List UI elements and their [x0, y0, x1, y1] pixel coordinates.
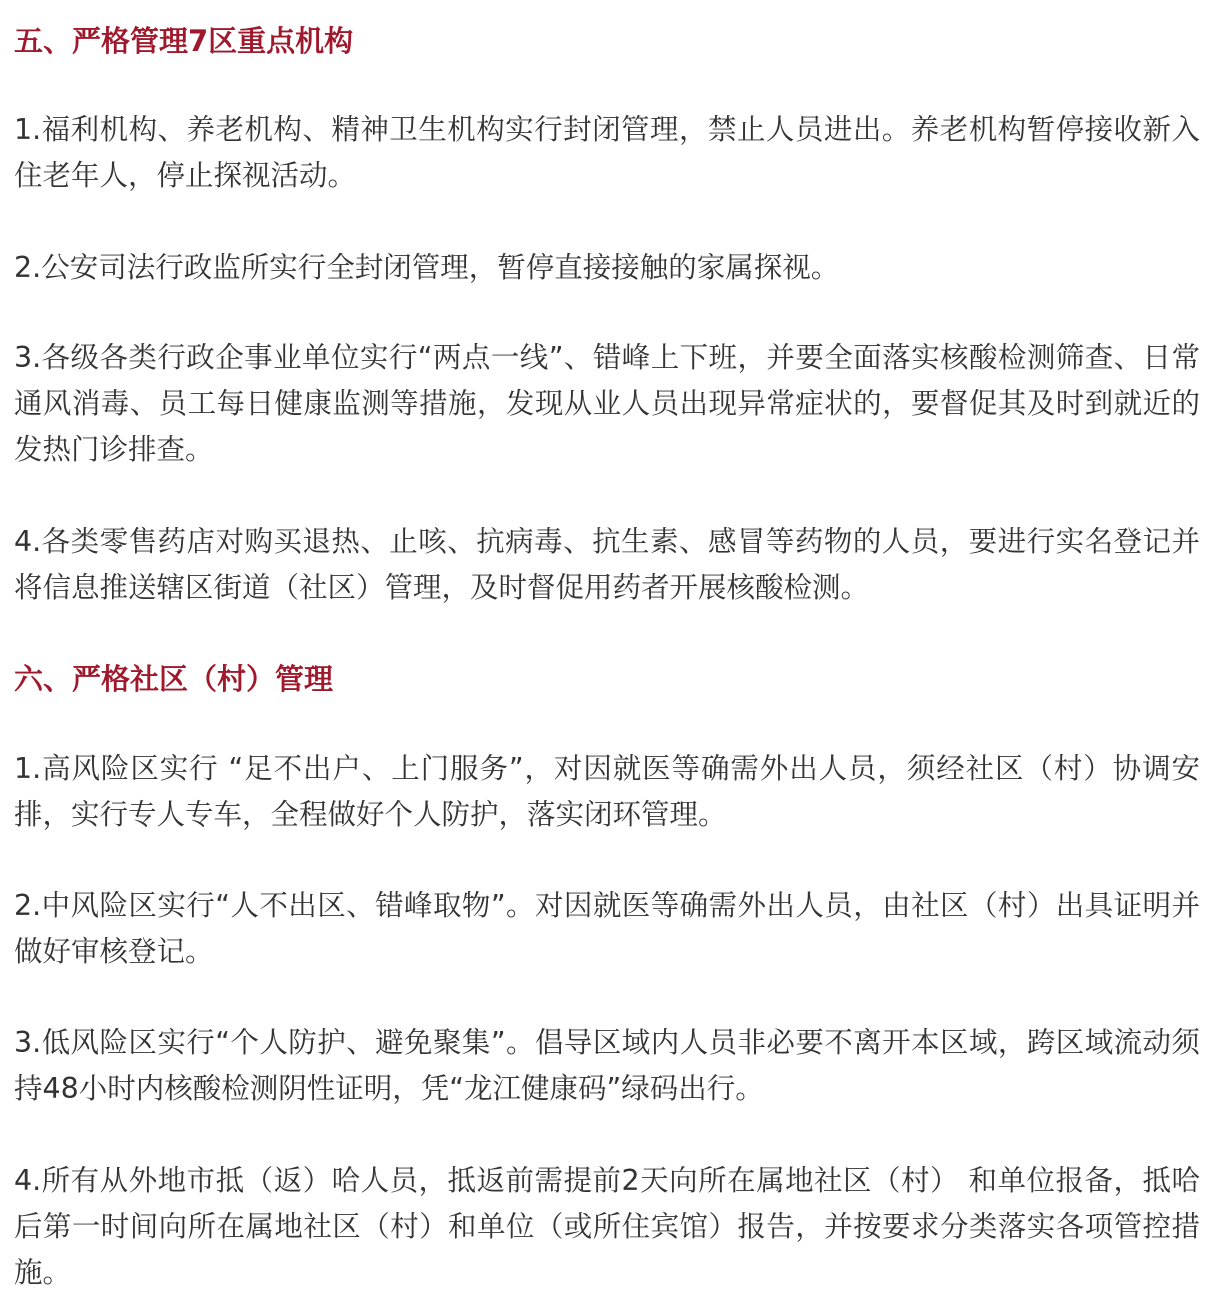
- section6-item-4: 4.所有从外地市抵（返）哈人员，抵返前需提前2天向所在属地社区（村） 和单位报备，抵哈后第一时间向所在属地社区（村）和单位（或所住宾馆）报告，并按要求分类落实各项管控措施。: [14, 1164, 1200, 1289]
- section5-item-2: 2.公安司法行政监所实行全封闭管理，暂停直接接触的家属探视。: [14, 251, 840, 284]
- section-heading-5: 五、严格管理7区重点机构: [14, 24, 354, 58]
- section5-item-3: 3.各级各类行政企事业单位实行“两点一线”、错峰上下班，并要全面落实核酸检测筛查、日常通风消毒、员工每日健康监测等措施，发现从业人员出现异常症状的，要督促其及时到就近的发热门诊排查。: [14, 341, 1200, 466]
- section5-item-4: 4.各类零售药店对购买退热、止咳、抗病毒、抗生素、感冒等药物的人员，要进行实名登记并将信息推送辖区街道（社区）管理，及时督促用药者开展核酸检测。: [14, 525, 1200, 604]
- section6-item-1: 1.高风险区实行 “足不出户、上门服务”，对因就医等确需外出人员，须经社区（村）协调安排，实行专人专车，全程做好个人防护，落实闭环管理。: [14, 752, 1200, 831]
- section6-item-2: 2.中风险区实行“人不出区、错峰取物”。对因就医等确需外出人员，由社区（村）出具证明并做好审核登记。: [14, 889, 1200, 968]
- section6-item-3: 3.低风险区实行“个人防护、避免聚集”。倡导区域内人员非必要不离开本区域，跨区域流动须持48小时内核酸检测阴性证明，凭“龙江健康码”绿码出行。: [14, 1026, 1200, 1105]
- section5-item-1: 1.福利机构、养老机构、精神卫生机构实行封闭管理，禁止人员进出。养老机构暂停接收新入住老年人，停止探视活动。: [14, 113, 1200, 192]
- section-heading-6: 六、严格社区（村）管理: [14, 662, 334, 696]
